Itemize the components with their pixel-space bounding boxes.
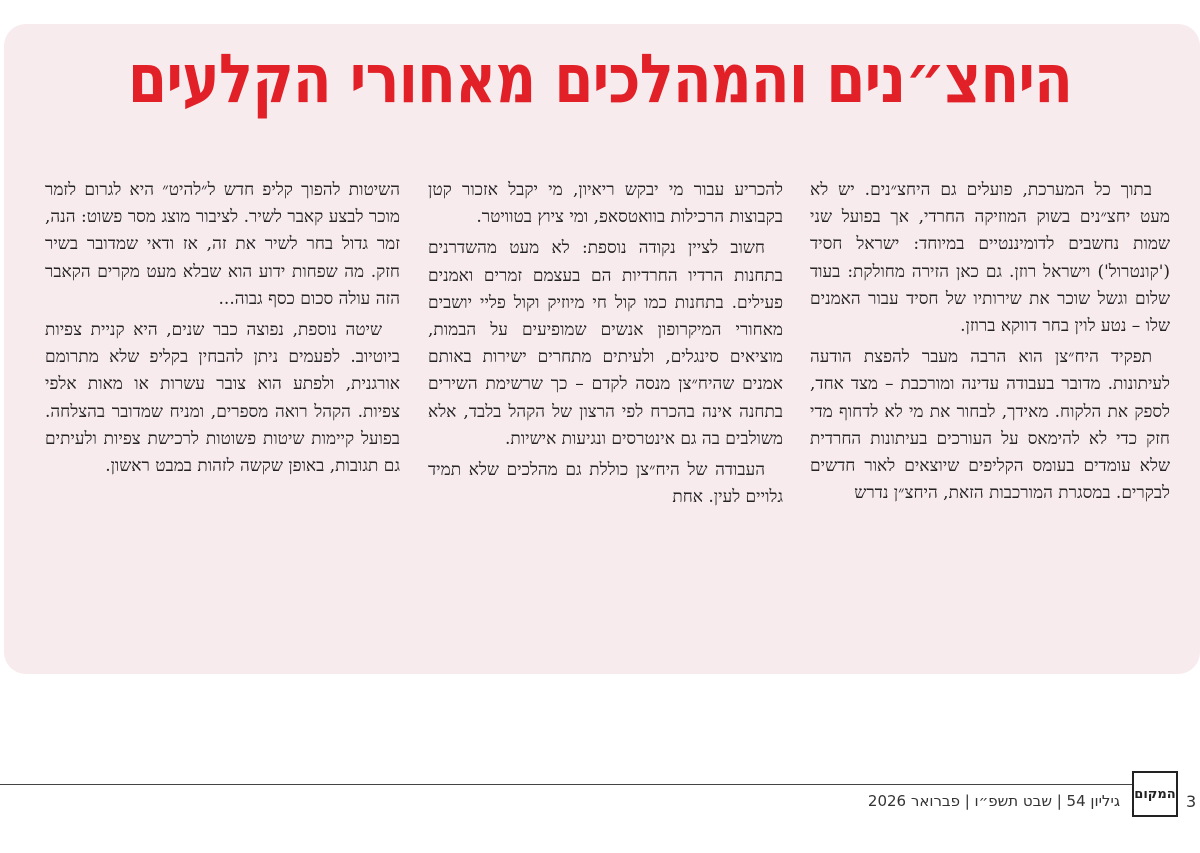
paragraph: להכריע עבור מי יבקש ריאיון, מי יקבל אזכור קטן בקבוצות הרכילות בוואטסאפ, ומי ציוץ בטוויטר. [428,180,783,228]
article-column-3 [45,177,400,480]
magazine-logo: המקום [1132,771,1178,817]
footer-divider [0,784,1132,785]
article-column-1 [810,177,1170,507]
issue-info: גיליון 54 | שבט תשפ״ו | פברואר 2026 [867,792,1120,810]
paragraph: חשוב לציין נקודה נוספת: לא מעט מהשדרנים בתחנות הרדיו החרדיות הם בעצמם זמרים ואמנים פעילים. בתחנות כמו קול חי מיוזיק וקול פליי יושבים מאחורי המיקרופון אנשים שמופיעים על הבמות, מוציאים סינגלים, ולעיתים מתחרים ישירות באותם אמנים שהיח״צן מנסה לקדם – כך שרשימת השירים בתחנה אינה בהכרח לפי הרצון של הקהל בלבד, אלא משולבים בה גם אינטרסים ונגיעות אישיות. [428,238,783,449]
article-column-2 [428,177,783,511]
paragraph: השיטות להפוך קליפ חדש ל״להיט״ היא לגרום לזמר מוכר לבצע קאבר לשיר. לציבור מוצג מסר פשוט: הנה, זמר גדול בחר לשיר את זה, אז ודאי שמדובר בשיר חזק. מה שפחות ידוע הוא שבלא מעט מקרים הקאבר הזה עולה סכום כסף גבוה... [45,180,400,309]
page-number: 3 [1186,792,1197,811]
paragraph: תפקיד היח״צן הוא הרבה מעבר להפצת הודעה לעיתונות. מדובר בעבודה עדינה ומורכבת – מצד אחד, לספק את הלקוח. מאידך, לבחור את מי לא לדחוף מדי חזק כדי לא להימאס על העורכים בעיתונות החרדית שלא עומדים בעומס הקליפים שיוצאים לאור חדשים לבקרים. במסגרת המורכבות הזאת, היחצ״ן נדרש [810,347,1170,504]
paragraph: העבודה של היח״צן כוללת גם מהלכים שלא תמיד גלויים לעין. אחת [428,460,783,508]
article-headline: היחצ״נים והמהלכים מאחורי הקלעים [127,40,1073,119]
paragraph: בתוך כל המערכת, פועלים גם היחצ״נים. יש לא מעט יחצ״נים בשוק המוזיקה החרדי, אך בפועל שני שמות נחשבים לדומיננטיים במיוחד: ישראל חסיד ('קונטרול') וישראל רוזן. גם כאן הזירה מחולקת: בעוד שלום וגשל שוכר את שירותיו של חסיד עבור האמנים שלו – נטע לוין בחר דווקא ברוזן. [810,180,1170,337]
paragraph: שיטה נוספת, נפוצה כבר שנים, היא קניית צפיות ביוטיוב. לפעמים ניתן להבחין בקליפ שלא מתרומם אורגנית, ולפתע הוא צובר עשרות או מאות אלפי צפיות. הקהל רואה מספרים, ומניח שמדובר בהצלחה. בפועל קיימות שיטות פשוטות לרכישת צפיות ולעיתים גם תגובות, באופן שקשה לזהות במבט ראשון. [45,320,400,477]
